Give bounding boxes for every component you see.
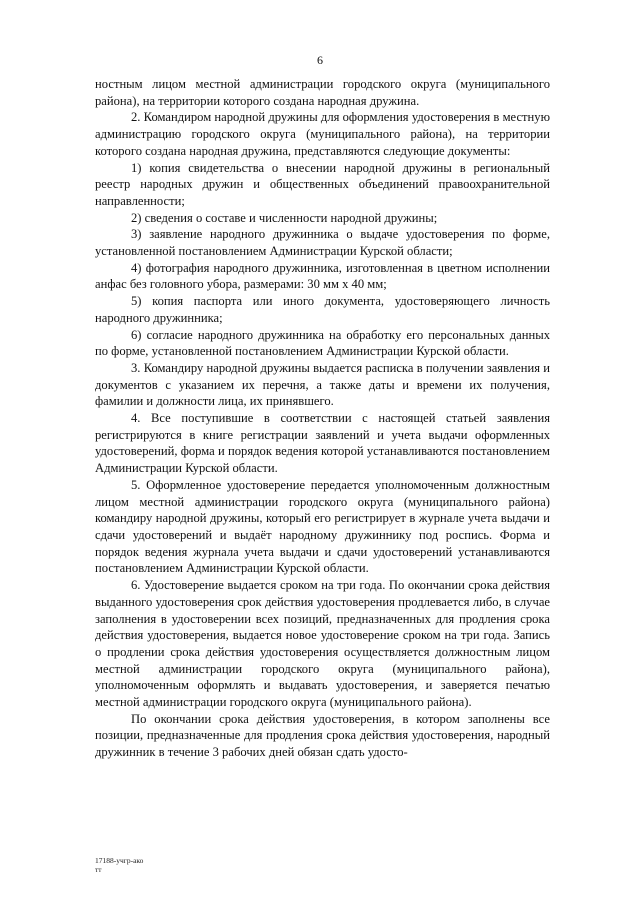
- page-number: 6: [317, 53, 323, 67]
- list-item-3: 3) заявление народного дружинника о выдаче удостоверения по форме, установленной постановлением Администрации Курской области;: [95, 227, 550, 259]
- paragraph-item-2: 2. Командиром народной дружины для оформления удостоверения в местную администрацию городского округа (муниципального района), на территории которого создана народная дружина, представляются следующие документы:: [95, 110, 550, 158]
- paragraph-item-5: 5. Оформленное удостоверение передается уполномоченным должностным лицом местной администрации городского округа (муниципального района) командиру народной дружины, который его регистрирует в журнале учета выдачи и сдачи удостоверений и выдаёт народному дружиннику под роспись. Форма и порядок ведения журнала учета выдачи и сдачи удостоверений устанавливаются постановлением Администрации Курской области.: [95, 477, 550, 576]
- list-item-6: 6) согласие народного дружинника на обработку его персональных данных по форме, установленной постановлением Администрации Курской области.: [95, 327, 550, 359]
- document-footer-code: [95, 856, 143, 874]
- footer-initials: тт: [95, 865, 102, 874]
- paragraph-item-3: 3. Командиру народной дружины выдается расписка в получении заявления и документов с указанием их перечня, а также даты и времени их получения, фамилии и должности лица, их принявшего.: [95, 360, 550, 409]
- list-item-5: 5) копия паспорта или иного документа, удостоверяющего личность народного дружинника;: [95, 294, 550, 325]
- document-body: [95, 76, 550, 761]
- list-item-2: 2) сведения о составе и численности народной дружины;: [131, 210, 438, 225]
- paragraph-expiry: По окончании срока действия удостоверения, в котором заполнены все позиции, предназначенные для продления срока действия удостоверения, народный дружинник в течение 3 рабочих дней обязан сдать удосто-: [95, 711, 550, 760]
- list-item-4: 4) фотография народного дружинника, изготовленная в цветном исполнении анфас без головного убора, размерами: 30 мм х 40 мм;: [95, 260, 550, 292]
- footer-code-line: 17188-учгр-ако: [95, 856, 144, 865]
- paragraph-item-4: 4. Все поступившие в соответствии с настоящей статьей заявления регистрируются в книге регистрации заявлений и учета выдачи оформленных удостоверений, форма и порядок ведения которой устанавливаются постановлением Администрации Курской области.: [95, 411, 550, 476]
- list-item-1: 1) копия свидетельства о внесении народной дружины в региональный реестр народных дружин и общественных объединений правоохранительной направленности;: [95, 160, 550, 208]
- paragraph-item-6: 6. Удостоверение выдается сроком на три года. По окончании срока действия выданного удостоверения срок действия удостоверения продлевается либо, в случае заполнения в удостоверении всех позиций, предназначенных для продления срока действия удостоверения, выдается новое удостоверение сроком на три года. Запись о продлении срока действия удостоверения осуществляется должностным лицом местной администрации городского округа (муниципального района), уполномоченным оформлять и выдавать удостоверения, и заверяется печатью местной администрации городского округа (муниципального района).: [95, 578, 550, 710]
- paragraph-continuation: ностным лицом местной администрации городского округа (муниципального района), на территории которого создана народная дружина.: [95, 77, 550, 108]
